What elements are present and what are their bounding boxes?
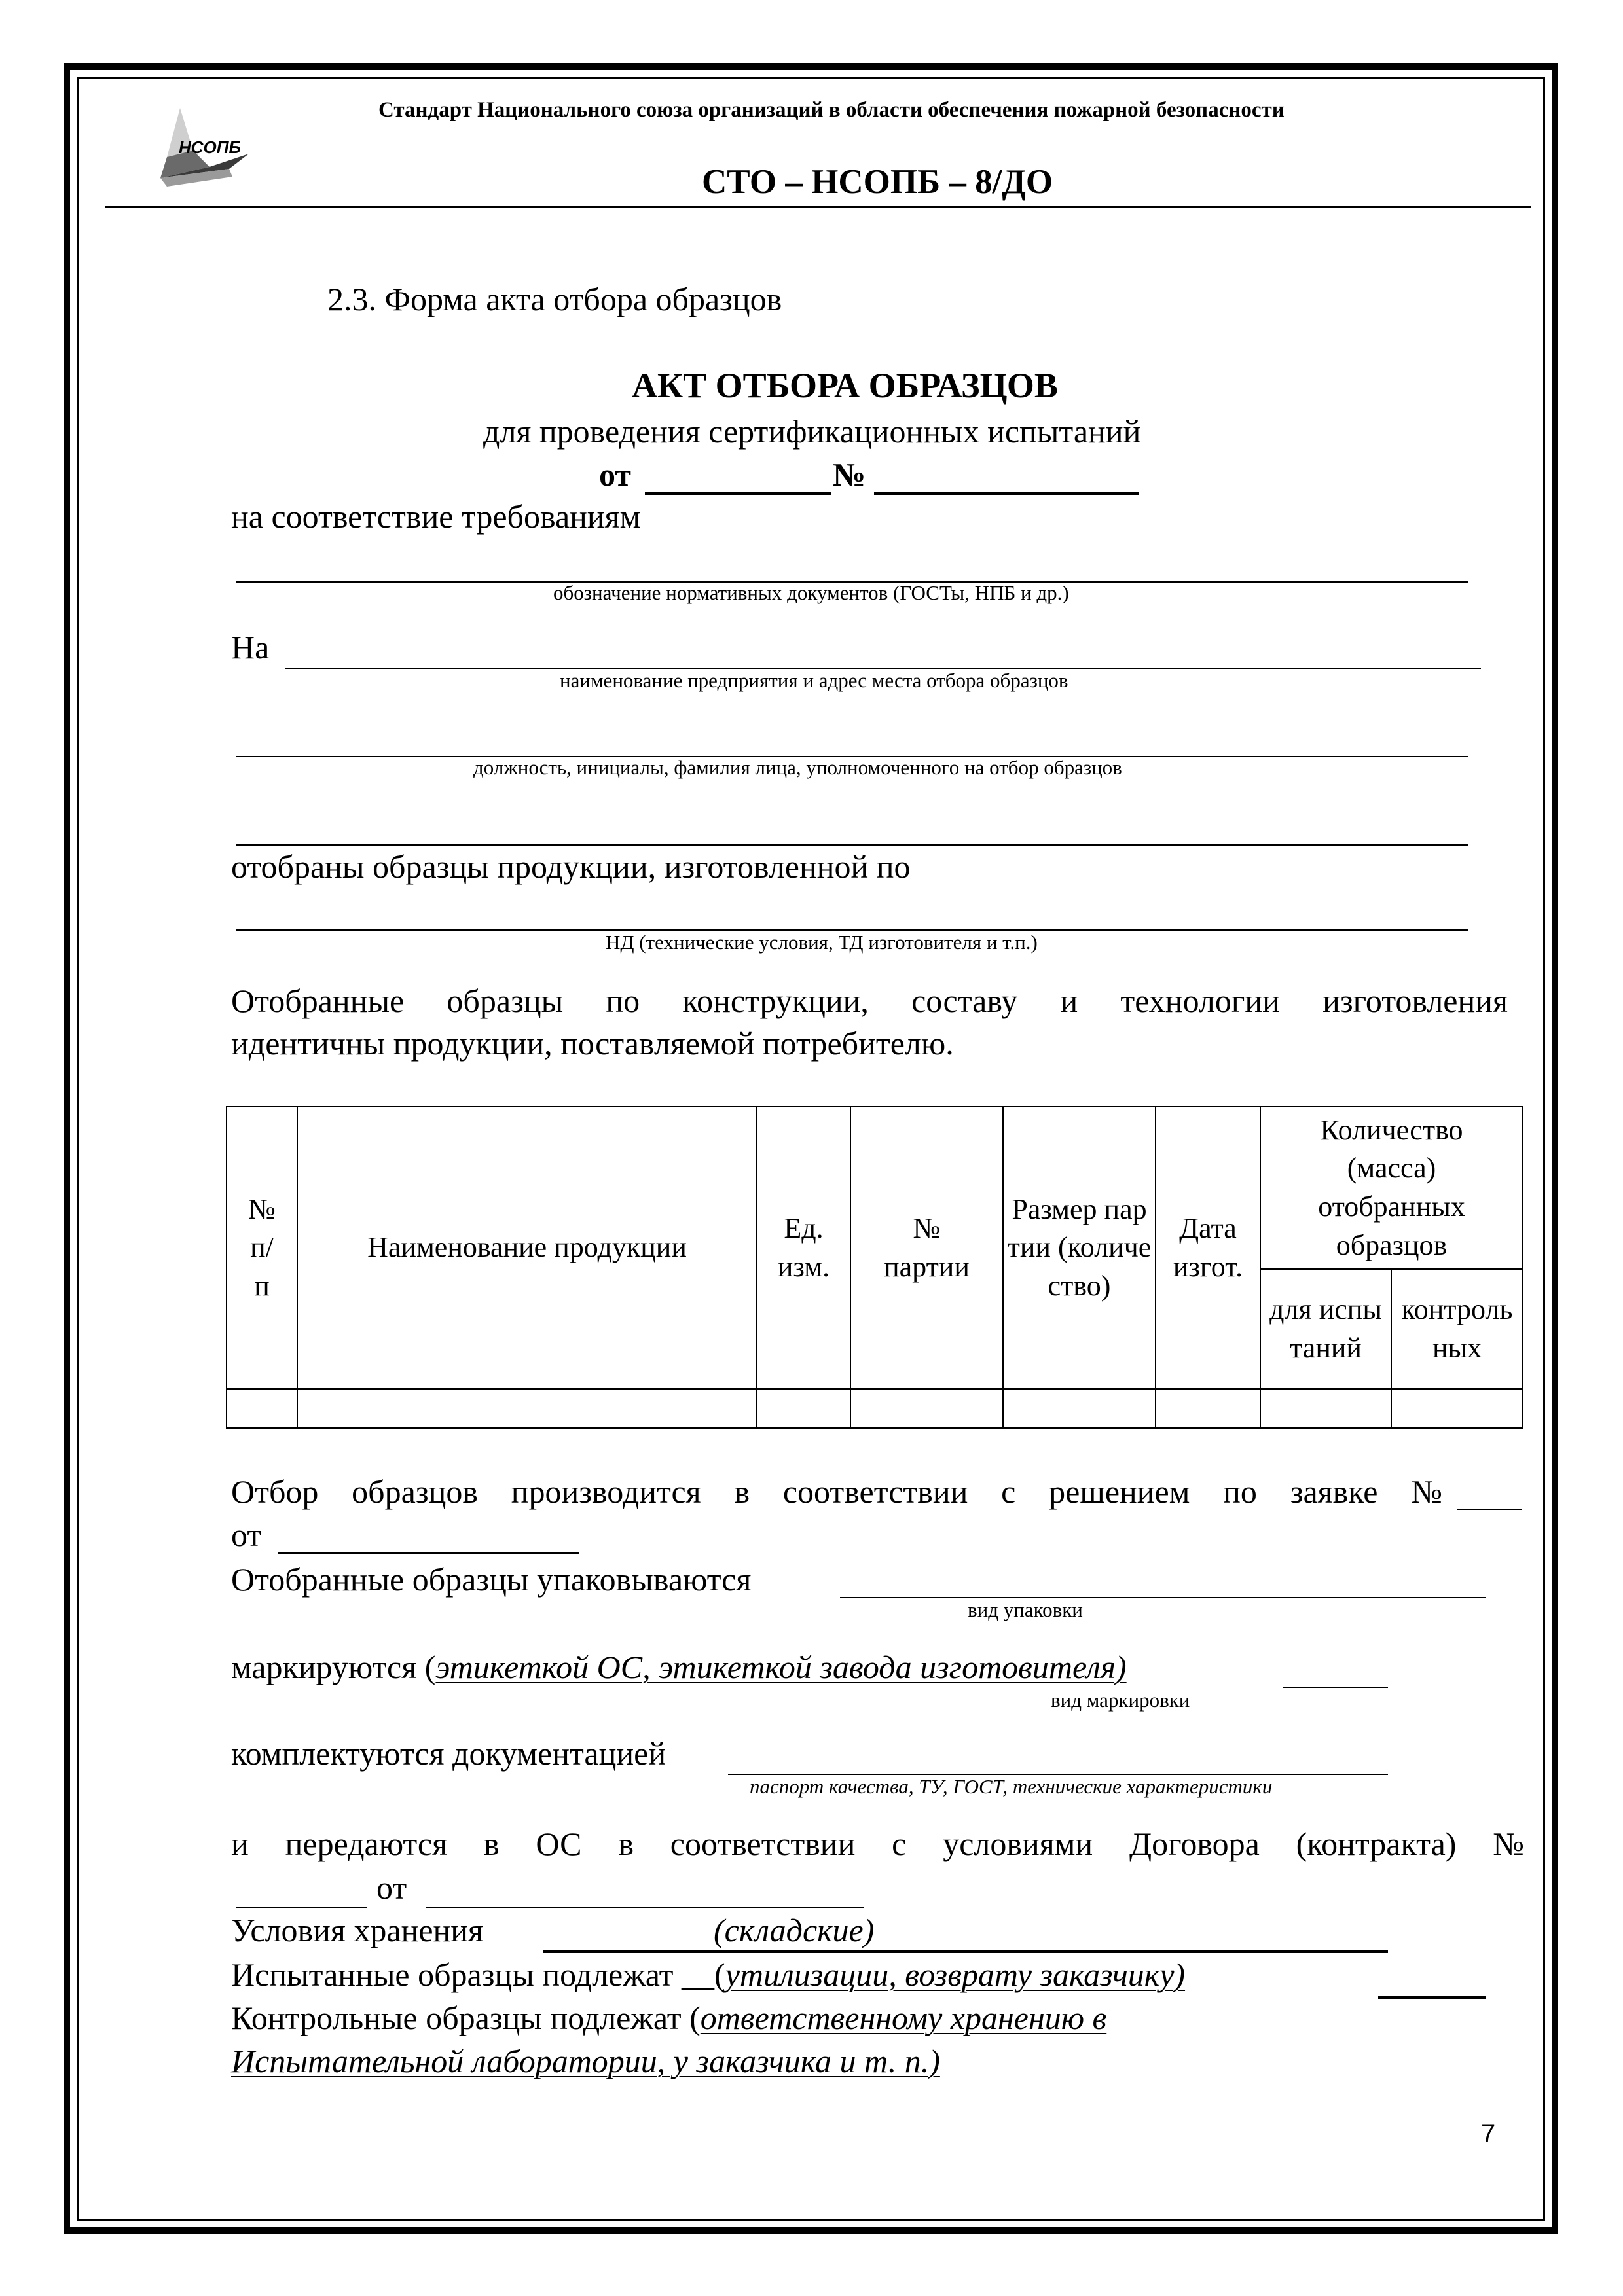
col-header-name: Наименование продукции (297, 1107, 757, 1389)
table-cell[interactable] (297, 1389, 757, 1428)
col-header-quantity-control: контрольных (1391, 1269, 1523, 1389)
act-from-label: от (599, 456, 631, 493)
header-rule (105, 206, 1531, 208)
marked-line (231, 1648, 1127, 1686)
identity-paragraph-line1: Отобранные образцы по конструкции, составу и технологии изготовления (231, 982, 1508, 1019)
control-value-2[interactable]: Испытательной лаборатории, у заказчика и т. п.) (231, 2043, 940, 2079)
conformity-hint: обозначение нормативных документов (ГОСТы, НПБ и др.) (553, 581, 1069, 604)
transfer-from-label: от (376, 1869, 407, 1906)
col-header-quantity: Количество (масса) отобранных образцов (1260, 1107, 1523, 1269)
tested-line (231, 1956, 1185, 1994)
table-row[interactable] (227, 1389, 1523, 1428)
act-subtitle: для проведения сертификационных испытаний (483, 413, 1141, 450)
tested-label: Испытанные образцы подлежат __( (231, 1956, 725, 1993)
decision-date-field[interactable] (278, 1552, 579, 1554)
samples-table (226, 1106, 1523, 1429)
docs-hint: паспорт качества, ТУ, ГОСТ, технические характеристики (750, 1775, 1273, 1798)
decision-number-field[interactable] (1457, 1509, 1522, 1510)
storage-field[interactable] (543, 1950, 1388, 1953)
section-title: 2.3. Форма акта отбора образцов (327, 281, 782, 317)
conformity-label: на соответствие требованиям (231, 498, 641, 535)
packed-hint: вид упаковки (968, 1598, 1083, 1621)
control-line (231, 1999, 1106, 2037)
table-cell[interactable] (1003, 1389, 1156, 1428)
identity-paragraph-line2: идентичны продукции, поставляемой потребителю. (231, 1025, 954, 1062)
marked-label: маркируются ( (231, 1649, 436, 1685)
at-hint: наименование предприятия и адрес места отбора образцов (560, 669, 1068, 692)
col-header-date: Дата изгот. (1156, 1107, 1260, 1389)
table-cell[interactable] (227, 1389, 297, 1428)
act-title: АКТ ОТБОРА ОБРАЗЦОВ (632, 366, 1058, 405)
col-header-num: № п/п (227, 1107, 297, 1389)
decision-label: Отбор образцов производится в соответствии с решением по заявке № (231, 1473, 1442, 1510)
marked-field[interactable] (1283, 1687, 1388, 1688)
table-cell[interactable] (757, 1389, 850, 1428)
logo-text: НСОПБ (179, 137, 241, 157)
col-header-batch: № партии (850, 1107, 1003, 1389)
sampled-label: отобраны образцы продукции, изготовленной по (231, 848, 911, 885)
decision-from-label: от (231, 1516, 262, 1553)
docs-label: комплектуются документацией (231, 1735, 666, 1772)
nsopb-logo (154, 105, 252, 190)
transfer-number-field[interactable] (236, 1907, 367, 1908)
packed-label: Отобранные образцы упаковываются (231, 1561, 752, 1598)
table-cell[interactable] (1156, 1389, 1260, 1428)
col-header-unit: Ед. изм. (757, 1107, 850, 1389)
act-date-field[interactable] (645, 492, 831, 495)
document-code: СТО – НСОПБ – 8/ДО (702, 163, 1053, 201)
storage-value[interactable]: (складские) (714, 1912, 875, 1948)
transfer-label: и передаются в ОС в соответствии с условиями Договора (контракта) № (231, 1825, 1524, 1862)
table-cell[interactable] (850, 1389, 1003, 1428)
table-cell[interactable] (1391, 1389, 1523, 1428)
control-value-1[interactable]: ответственному хранению в (700, 2000, 1107, 2036)
transfer-date-field[interactable] (426, 1907, 864, 1908)
table-cell[interactable] (1260, 1389, 1391, 1428)
tested-field[interactable] (1378, 1996, 1486, 1999)
marked-hint: вид маркировки (1051, 1689, 1190, 1712)
page-number: 7 (1481, 2119, 1496, 2148)
person-field-2[interactable] (236, 844, 1468, 846)
col-header-quantity-test: для испытаний (1260, 1269, 1391, 1389)
tested-value[interactable]: утилизации, возврату заказчику) (725, 1956, 1186, 1993)
col-header-batch-size: Размер партии (количество) (1003, 1107, 1156, 1389)
act-number-field[interactable] (874, 492, 1139, 495)
sampled-hint: НД (технические условия, ТД изготовителя и т.п.) (606, 931, 1038, 954)
packed-field[interactable] (840, 1597, 1486, 1598)
person-hint: должность, инициалы, фамилия лица, уполномоченного на отбор образцов (473, 756, 1122, 779)
standard-name: Стандарт Национального союза организаций в области обеспечения пожарной безопасности (378, 98, 1285, 122)
marked-value[interactable]: этикеткой ОС, этикеткой завода изготовителя) (435, 1649, 1127, 1685)
at-label: На (231, 629, 270, 666)
storage-label: Условия хранения (231, 1912, 484, 1948)
act-number-label: № (833, 456, 866, 493)
control-label: Контрольные образцы подлежат ( (231, 2000, 701, 2036)
